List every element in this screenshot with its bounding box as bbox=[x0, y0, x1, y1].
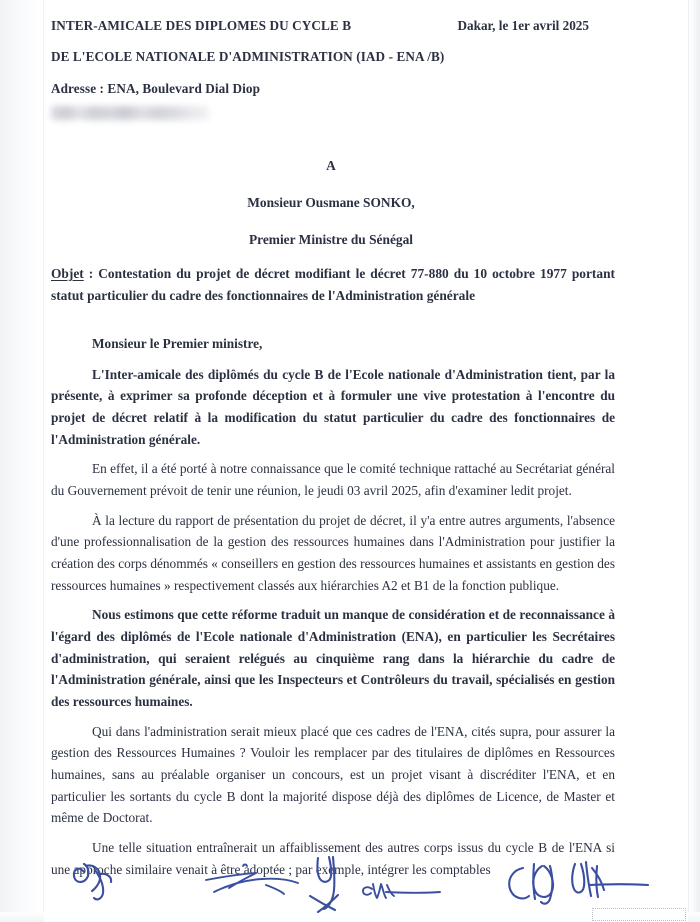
salutation: Monsieur le Premier ministre, bbox=[92, 336, 263, 351]
body-paragraph-4: Nous estimons que cette réforme traduit un manque de considération et de reconnaissance à l'égard des diplômés de l'Ecole nationale d'Administration (ENA), en particulier les Secrétaires d'administration, qui seraient relégués au cinquième rang dans la hiérarchie du cadre de l'Administration générale, ainsi que les Inspecteurs et Contrôleurs du travail, spécialisés en gestion des ressources humaines. bbox=[51, 607, 615, 710]
address-line: Adresse : ENA, Boulevard Dial Diop bbox=[51, 81, 261, 96]
body-paragraph-1: L'Inter-amicale des diplômés du cycle B de l'Ecole nationale d'Administration tient, par la présente, à exprimer sa profonde déception et à formuler une vive protestation à l'encontre du projet de décret relatif à la modification du statut particulier du cadre des fonctionnaires de l'Administration générale. bbox=[51, 366, 615, 447]
subject-text: Contestation du projet de décret modifiant le décret 77-880 du 10 octobre 1977 portant statut particulier du cadre des fonctionnaires de l'Administration générale bbox=[51, 266, 615, 303]
redacted-contact-line bbox=[51, 106, 209, 120]
subject-separator: : bbox=[83, 266, 99, 281]
subject-line bbox=[51, 263, 615, 306]
body-paragraph-5: Qui dans l'administration serait mieux placé que ces cadres de l'ENA, cités supra, pour assurer la gestion des Ressources Humaines ? Vouloir les remplacer par des titulaires de diplômes en Ressources humaines, sans au préalable organiser un concours, est un projet visant à discréditer l'ENA, et en particulier les sortants du cycle B dont la majorité dispose déjà des diplômes de Licence, de Master et même de Doctorat. bbox=[51, 723, 615, 826]
addressee-preposition: A bbox=[326, 158, 336, 173]
addressee-block bbox=[51, 158, 611, 248]
scan-edge-left bbox=[0, 0, 44, 922]
letter-body bbox=[51, 333, 615, 880]
organization-line-1: INTER-AMICALE DES DIPLOMES DU CYCLE B bbox=[51, 18, 352, 33]
letterhead bbox=[51, 18, 611, 120]
place-and-date: Dakar, le 1er avril 2025 bbox=[457, 18, 589, 33]
subject-label: Objet bbox=[51, 266, 84, 281]
letterhead-top-row bbox=[51, 18, 611, 34]
addressee-title: Premier Ministre du Sénégal bbox=[248, 232, 413, 247]
scan-edge-right bbox=[688, 0, 700, 922]
body-paragraph-6: Une telle situation entraînerait un affaiblissement des autres corps issus du cycle B de l'ENA si une approche similaire venait à être adoptée ; par exemple, intégrer les comptables bbox=[51, 840, 615, 877]
body-paragraph-3: À la lecture du rapport de présentation du projet de décret, il y'a entre autres arguments, l'absence d'une professionnalisation de la gestion des ressources humaines dans l'Administration pour justifier la création des corps dénommés « conseillers en gestion des ressources humaines et assistants en gestion des ressources humaines » respectivement classés aux hiérarchies A2 et B1 de la fonction publique. bbox=[51, 512, 615, 593]
organization-line-2: DE L'ECOLE NATIONALE D'ADMINISTRATION (IAD - ENA /B) bbox=[51, 49, 445, 64]
form-field-outline bbox=[592, 908, 686, 921]
body-paragraph-2: En effet, il a été porté à notre connaissance que le comité technique rattaché au Secrétariat général du Gouvernement prévoit de tenir une réunion, le jeudi 03 avril 2025, afin d'examiner ledit projet. bbox=[51, 461, 615, 499]
addressee-name: Monsieur Ousmane SONKO, bbox=[247, 195, 415, 210]
